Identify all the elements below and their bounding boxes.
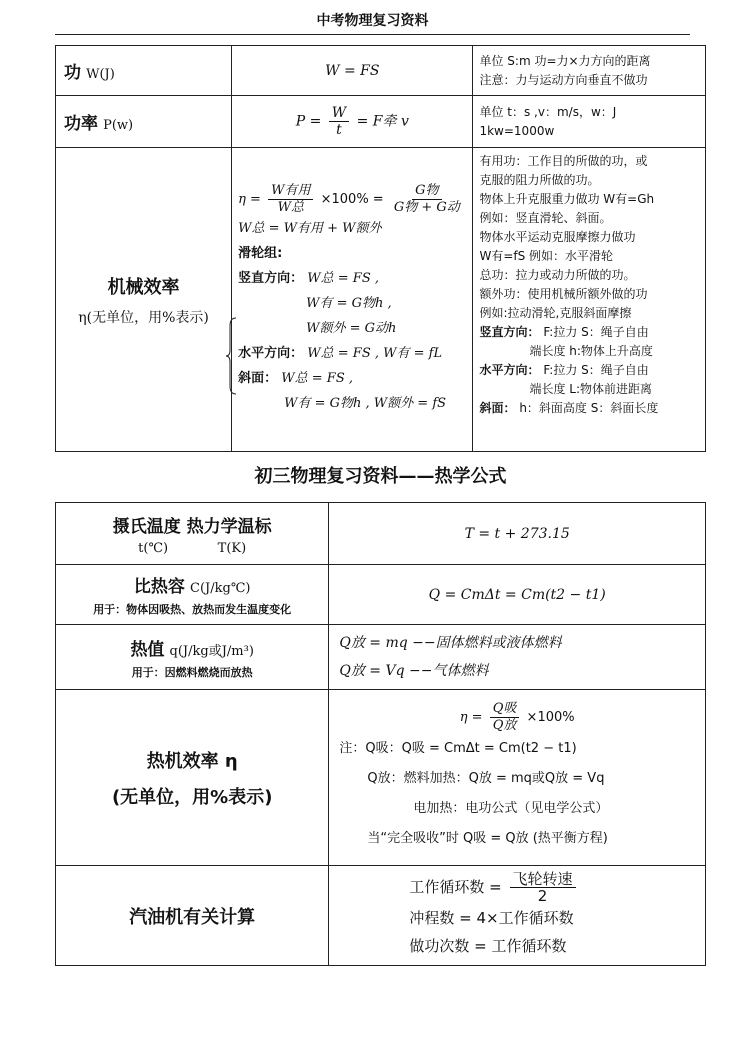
efficiency-name: 机械效率 (107, 276, 180, 298)
efficiency-note-0: 有用功：工作目的所做的功，或 (479, 154, 648, 168)
gas-f1-fraction (510, 871, 576, 904)
table-row (56, 565, 706, 625)
power-fraction (329, 105, 349, 138)
brace-icon (226, 316, 238, 396)
gas-f1-den: 2 (537, 887, 548, 905)
table-row (56, 503, 706, 565)
page-header: 中考物理复习资料 (55, 8, 690, 35)
gas-engine-name: 汽油机有关计算 (129, 906, 256, 928)
eta-fraction-1 (268, 183, 313, 216)
mechanics-table (55, 45, 706, 452)
engine-eff-note-4: 当“完全吸收”时 Q吸 = Q放 (热平衡方程) (367, 831, 608, 846)
gas-engine-formula-3: 做功次数 = 工作循环数 (409, 937, 567, 955)
engine-eff-note-1: 注：Q吸：Q吸 = CmΔt = Cm(t2 − t1) (339, 741, 577, 756)
note-slope-label: 斜面： (479, 401, 516, 415)
power-formula-rhs: = F牵 v (356, 113, 409, 130)
heat-value-use: 用于：因燃料燃烧而放热 (131, 665, 253, 679)
eta-den-1: W总 (277, 200, 304, 215)
heat-cap-formula: Q = CmΔt = Cm(t2 − t1) (329, 565, 706, 625)
power-name: 功率 (64, 114, 98, 134)
eta-den-2: G物 + G动 (393, 200, 460, 215)
power-unit: P(w) (103, 118, 134, 133)
table-row (56, 148, 706, 452)
efficiency-unit: η(无单位，用%表示) (78, 309, 209, 326)
temp-units: t(℃) T(K) (138, 540, 247, 556)
work-note-2: 注意：力与运动方向垂直不做功 (479, 72, 648, 87)
engine-eta-rhs: ×100% (526, 710, 575, 725)
note-slope: h：斜面高度 S：斜面长度 (519, 401, 659, 415)
heat-value-name: 热值 (130, 639, 165, 660)
work-unit: W(J) (86, 67, 115, 82)
section-title: 初三物理复习资料——热学公式 (254, 466, 507, 487)
engine-eta-num: Q吸 (490, 701, 520, 718)
efficiency-note-7: 额外功：使用机械所额外做的功 (479, 287, 648, 301)
note-vertical-1: F:拉力 S：绳子自由 (543, 325, 649, 339)
eta-lhs: η = (238, 192, 261, 207)
efficiency-formula (238, 183, 466, 216)
note-horizontal-2: 端长度 L:物体前进距离 (529, 382, 653, 396)
engine-eff-note-3: 电加热：电功公式（见电学公式） (413, 801, 609, 816)
heat-cap-use: 用于：物体因吸热、放热而发生温度变化 (93, 603, 292, 616)
engine-eff-note-2: Q放：燃料加热：Q放 = mq或Q放 = Vq (367, 771, 605, 786)
total-work-formula: W总 = W有用 + W额外 (238, 221, 382, 236)
note-horizontal-label: 水平方向： (479, 363, 540, 377)
engine-eta-fraction (490, 701, 520, 734)
vertical-label: 竖直方向： (238, 271, 304, 286)
table-row (56, 866, 706, 966)
power-note-2: 1kw=1000w (479, 123, 555, 138)
work-note-1: 单位 S:m 功=力×力方向的距离 (479, 53, 651, 68)
engine-eta-den: Q放 (492, 718, 517, 733)
gas-engine-formula-2: 冲程数 = 4×工作循环数 (409, 909, 574, 927)
power-note-1: 单位 t：s ,v：m/s，w：J (479, 104, 617, 119)
note-vertical-label: 竖直方向： (479, 325, 540, 339)
vertical-formula-3: W额外 = G动h (306, 321, 397, 336)
heat-cap-name: 比热容 (133, 577, 185, 597)
vertical-formula-2: W有 = G物h , (306, 296, 392, 311)
table-row (56, 96, 706, 148)
horizontal-label: 水平方向： (238, 346, 304, 361)
slope-label: 斜面： (238, 371, 278, 386)
efficiency-note-2: 物体上升克服重力做功 W有=Gh (479, 192, 655, 206)
table-row (56, 46, 706, 96)
table-row (56, 625, 706, 690)
gas-f1-num: 飞轮转速 (510, 871, 576, 888)
efficiency-note-3: 例如：竖直滑轮、斜面。 (479, 211, 612, 225)
gas-engine-formula-1 (409, 871, 695, 904)
horizontal-formula: W总 = FS , W有 = fL (307, 346, 443, 361)
table-row (56, 690, 706, 866)
work-name: 功 (64, 63, 81, 83)
eta-num-1: W有用 (268, 183, 313, 200)
temp-name: 摄氏温度 热力学温标 (112, 516, 272, 537)
engine-eff-unit: (无单位，用%表示) (111, 786, 273, 808)
eta-fraction-2 (391, 183, 463, 216)
efficiency-note-5: W有=fS 例如：水平滑轮 (479, 249, 614, 263)
efficiency-note-6: 总功：拉力或动力所做的功。 (479, 268, 636, 282)
slope-formula-1: W总 = FS , (281, 371, 353, 386)
slope-formula-2: W有 = G物h , W额外 = fS (284, 396, 447, 411)
gas-f1-lhs: 工作循环数 = (409, 878, 502, 896)
power-formula-lhs: P = (295, 113, 322, 130)
heat-value-formula-2: Q放 = Vq −−气体燃料 (339, 663, 489, 679)
efficiency-note-4: 物体水平运动克服摩擦力做功 (479, 230, 636, 244)
efficiency-note-1: 克服的阻力所做的功。 (479, 173, 600, 187)
eta-mid: ×100% = (320, 192, 384, 207)
engine-eff-name: 热机效率 η (146, 750, 238, 772)
engine-eff-formula (339, 701, 695, 734)
efficiency-note-8: 例如:拉动滑轮,克服斜面摩擦 (479, 306, 632, 320)
power-numerator: W (329, 105, 349, 122)
note-vertical-2: 端长度 h:物体上升高度 (529, 344, 653, 358)
thermal-table (55, 502, 706, 966)
temp-formula: T = t + 273.15 (329, 503, 706, 565)
heat-value-unit: q(J/kg或J/m³) (169, 643, 254, 659)
vertical-formula-1: W总 = FS , (307, 271, 379, 286)
heat-cap-unit: C(J/kg℃) (190, 581, 251, 596)
note-horizontal-1: F:拉力 S：绳子自由 (543, 363, 649, 377)
power-formula (232, 96, 473, 148)
work-formula: W = FS (232, 46, 473, 96)
power-denominator: t (336, 122, 342, 138)
pulley-label: 滑轮组: (238, 246, 283, 261)
heat-value-formula-1: Q放 = mq −−固体燃料或液体燃料 (339, 635, 562, 651)
eta-num-2: G物 (412, 183, 441, 200)
engine-eta-lhs: η = (459, 710, 483, 725)
